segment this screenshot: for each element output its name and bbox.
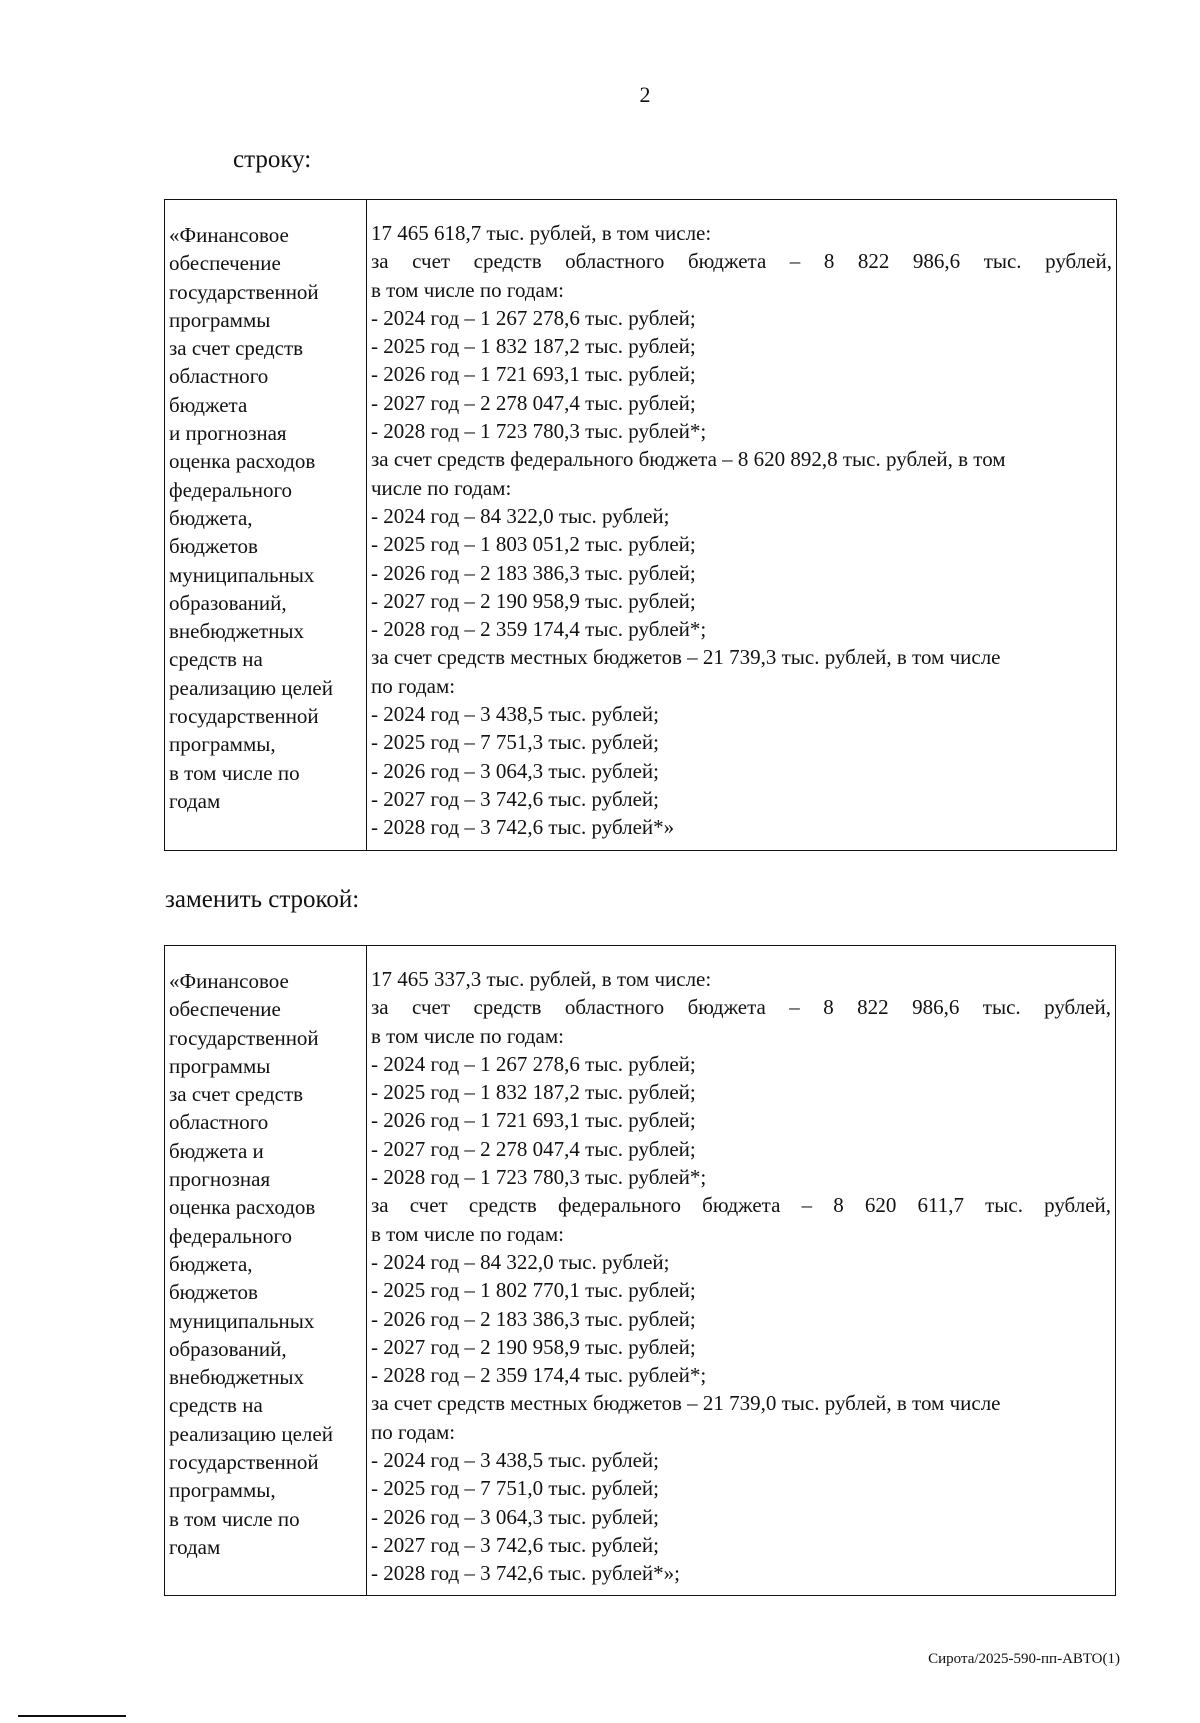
new-row-right-line: - 2028 год – 2 359 174,4 тыс. рублей*;	[371, 1363, 707, 1388]
page-number: 2	[639, 82, 651, 107]
old-row-left-line: государственной	[169, 704, 319, 729]
old-row-left-line: образований,	[169, 590, 287, 615]
new-row-right-line: за счет средств федерального бюджета – 8 620 611,7 тыс. рублей,	[371, 1193, 1111, 1218]
new-row-right-line: - 2026 год – 1 721 693,1 тыс. рублей;	[371, 1108, 696, 1133]
new-row-left-line: программы,	[169, 1478, 276, 1503]
old-row-left-line: реализацию целей	[169, 675, 333, 700]
new-row-left-line: бюджета,	[169, 1251, 253, 1276]
new-row-right-line: - 2027 год – 3 742,6 тыс. рублей;	[371, 1532, 660, 1557]
old-row-right-line: - 2027 год – 2 278 047,4 тыс. рублей;	[371, 390, 696, 415]
old-row-right-line: за счет средств областного бюджета – 8 822 986,6 тыс. рублей,	[371, 249, 1112, 274]
new-row-left-line: областного	[169, 1110, 269, 1135]
new-row-right-line: - 2028 год – 3 742,6 тыс. рублей*»;	[371, 1561, 681, 1586]
new-row-right-line: - 2025 год – 1 832 187,2 тыс. рублей;	[371, 1080, 696, 1105]
old-row-left-line: и прогнозная	[169, 421, 287, 446]
old-row-left-line: за счет средств	[169, 336, 304, 361]
label-old-row: строку:	[233, 146, 312, 173]
new-row-left-line: бюджета и	[169, 1138, 264, 1163]
new-row-left-line: в том числе по	[169, 1506, 300, 1531]
new-row-left-line: обеспечение	[169, 997, 281, 1022]
old-row-right-line: в том числе по годам:	[371, 277, 564, 302]
old-row-right-line: - 2026 год – 2 183 386,3 тыс. рублей;	[371, 560, 696, 585]
new-row-right-line: за счет средств местных бюджетов – 21 739,0 тыс. рублей, в том числе	[371, 1391, 1001, 1416]
new-row-right-line: - 2027 год – 2 190 958,9 тыс. рублей;	[371, 1334, 696, 1359]
old-row-right-line: - 2028 год – 3 742,6 тыс. рублей*»	[371, 815, 675, 840]
old-row-right-line: числе по годам:	[371, 475, 512, 500]
old-row-right-line: - 2026 год – 3 064,3 тыс. рублей;	[371, 758, 660, 783]
new-row-left-line: реализацию целей	[169, 1421, 333, 1446]
old-row-right-line: - 2024 год – 84 322,0 тыс. рублей;	[371, 503, 670, 528]
old-row-left-line: средств на	[169, 647, 263, 672]
new-row-right-line: за счет средств областного бюджета – 8 822 986,6 тыс. рублей,	[371, 995, 1111, 1020]
old-row-right-line: - 2027 год – 3 742,6 тыс. рублей;	[371, 786, 660, 811]
old-row-right-line: - 2024 год – 3 438,5 тыс. рублей;	[371, 702, 660, 727]
new-row-left-line: годам	[169, 1534, 221, 1559]
old-row-right-line: - 2026 год – 1 721 693,1 тыс. рублей;	[371, 362, 696, 387]
old-row-right-line: - 2025 год – 7 751,3 тыс. рублей;	[371, 730, 660, 755]
new-row-right-line: - 2024 год – 84 322,0 тыс. рублей;	[371, 1249, 670, 1274]
old-row-left-line: программы	[169, 307, 271, 332]
new-row-right-line: - 2028 год – 1 723 780,3 тыс. рублей*;	[371, 1165, 707, 1190]
old-row-left-line: обеспечение	[169, 251, 281, 276]
old-row-right-line: за счет средств местных бюджетов – 21 739,3 тыс. рублей, в том числе	[371, 645, 1001, 670]
new-row-right-line: - 2026 год – 3 064,3 тыс. рублей;	[371, 1504, 660, 1529]
new-row-left-line: «Финансовое	[169, 969, 289, 993]
old-row-left-line: муниципальных	[169, 562, 315, 587]
old-row-left-line: федерального	[169, 477, 293, 502]
old-row-left-line: в том числе по	[169, 760, 300, 785]
new-row-left-line: государственной	[169, 1025, 319, 1050]
old-row-left-line: внебюджетных	[169, 619, 305, 644]
new-row-left-line: образований,	[169, 1336, 287, 1361]
old-row-right-line: - 2027 год – 2 190 958,9 тыс. рублей;	[371, 588, 696, 613]
old-row-left-line: оценка расходов	[169, 449, 316, 474]
old-row-left-line: бюджета,	[169, 505, 253, 530]
new-row-right-line: - 2025 год – 7 751,0 тыс. рублей;	[371, 1476, 660, 1501]
old-row-left-line: бюджетов	[169, 534, 258, 559]
old-row-right-line: по годам:	[371, 673, 456, 698]
label-new-row: заменить строкой:	[165, 886, 360, 913]
old-row-right-line: - 2028 год – 1 723 780,3 тыс. рублей*;	[371, 419, 707, 444]
new-row-left-line: федерального	[169, 1223, 293, 1248]
new-row-right-line: в том числе по годам:	[371, 1221, 564, 1246]
old-row-left-line: программы,	[169, 732, 276, 757]
new-row-right-line: по годам:	[371, 1419, 456, 1444]
new-row-right-line: - 2026 год – 2 183 386,3 тыс. рублей;	[371, 1306, 696, 1331]
new-row-left-line: средств на	[169, 1393, 263, 1418]
new-row-left-line: государственной	[169, 1450, 319, 1475]
old-row-left-line: государственной	[169, 279, 319, 304]
new-row-left-line: прогнозная	[169, 1167, 271, 1192]
old-row-left-line: «Финансовое	[169, 223, 289, 247]
old-row-right-cell	[367, 200, 1116, 850]
bottom-rule	[18, 1715, 126, 1717]
old-row-right-line: 17 465 618,7 тыс. рублей, в том числе:	[371, 221, 712, 245]
new-row-left-line: бюджетов	[169, 1280, 258, 1305]
new-row-right-line: - 2025 год – 1 802 770,1 тыс. рублей;	[371, 1278, 696, 1303]
new-row-left-line: оценка расходов	[169, 1195, 316, 1220]
new-row-left-line: внебюджетных	[169, 1365, 305, 1390]
old-row-left-cell	[165, 200, 367, 850]
new-row-right-line: в том числе по годам:	[371, 1023, 564, 1048]
new-row-left-line: за счет средств	[169, 1082, 304, 1107]
old-row-right-line: - 2024 год – 1 267 278,6 тыс. рублей;	[371, 305, 696, 330]
old-row-left-line: бюджета	[169, 392, 248, 417]
new-row-right-line: - 2027 год – 2 278 047,4 тыс. рублей;	[371, 1136, 696, 1161]
new-row-right-cell	[367, 946, 1115, 1595]
new-row-left-line: муниципальных	[169, 1308, 315, 1333]
new-row-right-line: - 2024 год – 1 267 278,6 тыс. рублей;	[371, 1051, 696, 1076]
old-row-right-line: за счет средств федерального бюджета – 8 620 892,8 тыс. рублей, в том	[371, 447, 1006, 472]
old-row-right-line: - 2028 год – 2 359 174,4 тыс. рублей*;	[371, 617, 707, 642]
footer-reference: Сирота/2025-590-пп-АВТО(1)	[928, 1651, 1120, 1667]
new-row-left-line: программы	[169, 1053, 271, 1078]
new-row-right-line: - 2024 год – 3 438,5 тыс. рублей;	[371, 1448, 660, 1473]
new-row-left-cell	[165, 946, 367, 1595]
old-row-left-line: областного	[169, 364, 269, 389]
new-row-right-line: 17 465 337,3 тыс. рублей, в том числе:	[371, 967, 712, 991]
old-row-left-line: годам	[169, 788, 221, 813]
old-row-right-line: - 2025 год – 1 832 187,2 тыс. рублей;	[371, 334, 696, 359]
old-row-right-line: - 2025 год – 1 803 051,2 тыс. рублей;	[371, 532, 696, 557]
table-new-row	[164, 945, 1116, 1596]
table-old-row	[164, 199, 1117, 851]
